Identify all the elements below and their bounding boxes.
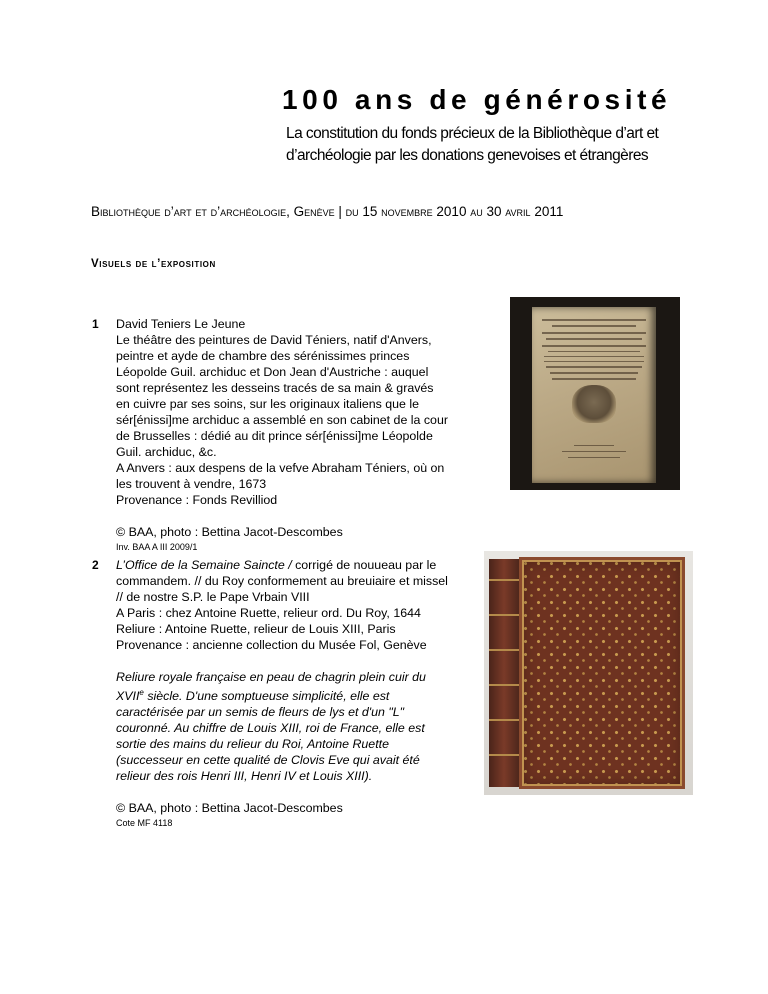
item-1-line: sont représentez les desseins tracés de sa main & gravés xyxy=(116,381,434,395)
item-1-text xyxy=(116,316,476,554)
item-number-1: 1 xyxy=(92,317,99,331)
item-1-line: de Brusselles : dédié au dit prince sér[énissi]me Léopolde xyxy=(116,429,433,443)
item-2-credit: © BAA, photo : Bettina Jacot-Descombes xyxy=(116,801,343,816)
item-2-note-line: (successeur en cette qualité de Clovis Eve qui avait été xyxy=(116,753,420,768)
book-spine-image xyxy=(489,559,519,787)
item-1-line: les trouvent à vendre, 1673 xyxy=(116,477,267,491)
item-2-century-sup: e xyxy=(139,688,144,697)
section-heading: Visuels de l’exposition xyxy=(91,258,216,270)
item-1-description xyxy=(116,316,476,508)
item-1-credit: © BAA, photo : Bettina Jacot-Descombes xyxy=(116,525,343,539)
item-2-binding-note xyxy=(116,669,476,784)
item-1-line: sér[énissi]me archiduc a assemblé en son cabinet de la cour xyxy=(116,413,448,427)
item-2-line: commandem. // du Roy conformement au breuiaire et missel xyxy=(116,574,448,588)
item-2-note-line: Reliure royale française en peau de chagrin plein cuir du xyxy=(116,670,426,684)
item-2-note-line: sortie des mains du relieur du Roi, Antoine Ruette xyxy=(116,737,389,752)
exhibition-info: Bibliothèque d’art et d’archéologie, Genève | du 15 novembre 2010 au 30 avril 2011 xyxy=(91,204,564,219)
item-2-title-rest: corrigé de nouueau par le xyxy=(291,558,437,572)
item-1-line: Provenance : Fonds Revilliod xyxy=(116,493,278,507)
item-1-line: Le théâtre des peintures de David Téniers, natif d'Anvers, xyxy=(116,333,432,347)
item-2-title: L’Office de la Semaine Saincte / xyxy=(116,558,292,572)
item-2-line: A Paris : chez Antoine Ruette, relieur ord. Du Roy, 1644 xyxy=(116,606,421,620)
item-2-text xyxy=(116,557,476,830)
item-number-2: 2 xyxy=(92,558,99,572)
item-1-line: peintre et ayde de chambre des sérénissimes princes xyxy=(116,349,410,363)
item-2-century: XVII xyxy=(116,689,140,704)
item-1-inventory: Inv. BAA A III 2009/1 xyxy=(116,542,198,552)
page-title: 100 ans de générosité xyxy=(282,84,672,115)
item-2-description xyxy=(116,557,476,653)
page-subtitle: La constitution du fonds précieux de la Bibliothèque d’art et d’archéologie par les donations genevoises et étrangères xyxy=(286,125,659,164)
item-2-note-line: couronné. Au chiffre de Louis XIII, roi de France, elle est xyxy=(116,721,425,736)
item-1-photo-title-page xyxy=(510,297,680,490)
item-2-note-line: relieur des rois Henri III, Henri IV et Louis XIII). xyxy=(116,769,373,784)
item-2-line: Provenance : ancienne collection du Musée Fol, Genève xyxy=(116,638,427,652)
item-1-line: en cuivre par ses soins, sur les originaux italiens que le xyxy=(116,397,420,411)
book-cover-image xyxy=(519,557,685,789)
item-2-photo-book-binding xyxy=(484,551,693,795)
item-1-line: Guil. archiduc, &c. xyxy=(116,445,217,459)
coat-of-arms-image xyxy=(572,385,616,423)
item-1-line: Léopolde Guil. archiduc et Don Jean d'Austriche : auquel xyxy=(116,365,429,379)
item-2-inventory: Cote MF 4118 xyxy=(116,818,173,829)
item-1-line: David Teniers Le Jeune xyxy=(116,317,246,331)
item-2-note-line: siècle. D'une somptueuse simplicité, elle est xyxy=(143,689,390,704)
item-2-line: Reliure : Antoine Ruette, relieur de Louis XIII, Paris xyxy=(116,622,396,636)
item-1-line: A Anvers : aux despens de la vefve Abraham Téniers, où on xyxy=(116,461,445,475)
item-2-line: // de nostre S.P. le Pape Vrbain VIII xyxy=(116,590,310,604)
title-page-image xyxy=(532,307,656,483)
item-2-note-line: caractérisée par un semis de fleurs de lys et d'un "L" xyxy=(116,705,405,720)
